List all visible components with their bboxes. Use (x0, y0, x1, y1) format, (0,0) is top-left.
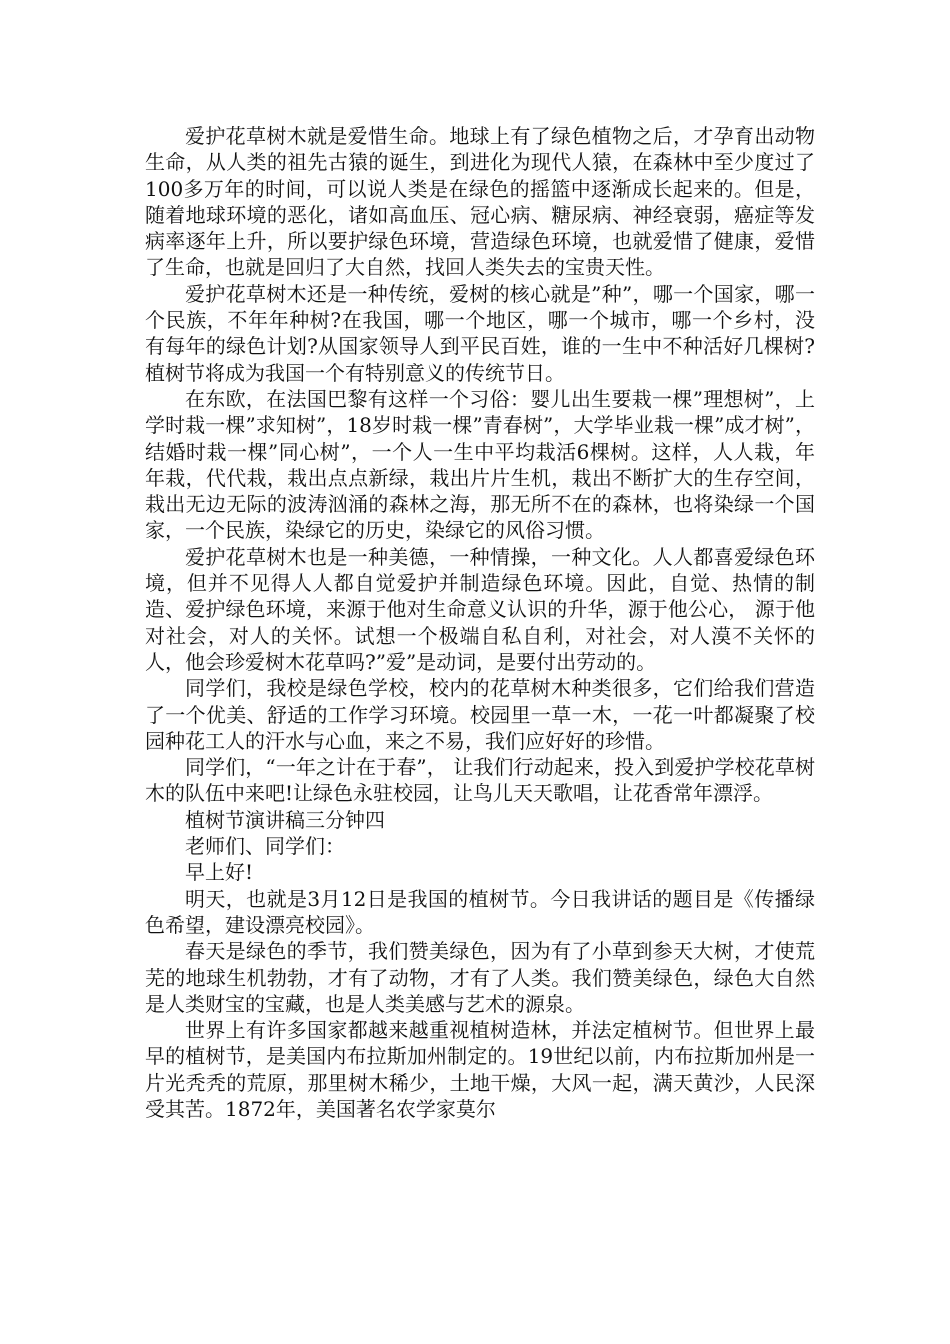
paragraph-6: 同学们，“一年之计在于春”， 让我们行动起来，投入到爱护学校花草树木的队伍中来吧!让绿色永驻校园，让鸟儿天天歌唱，让花香常年漂浮。 (145, 755, 815, 806)
paragraph-2: 爱护花草树木还是一种传统，爱树的核心就是”种”，哪一个国家，哪一个民族，不年年种树?在我国，哪一个地区，哪一个城市，哪一个乡村，没有每年的绿色计划?从国家领导人到平民百姓，谁的一生中不种活好几棵树?植树节将成为我国一个有特别意义的传统节日。 (145, 281, 815, 385)
paragraph-5: 同学们，我校是绿色学校，校内的花草树木种类很多，它们给我们营造了一个优美、舒适的工作学习环境。校园里一草一木，一花一叶都凝聚了校园种花工人的汗水与心血，来之不易，我们应好好的珍惜。 (145, 676, 815, 753)
speech-title: 植树节演讲稿三分钟四 (185, 807, 385, 832)
greeting: 早上好! (185, 860, 254, 885)
paragraph-4: 爱护花草树木也是一种美德，一种情操，一种文化。人人都喜爱绿色环境，但并不见得人人都自觉爱护并制造绿色环境。因此，自觉、热情的制造、爱护绿色环境，来源于他对生命意义认识的升华，源于他公心， 源于他对社会，对人的关怀。试想一个极端自私自利，对社会，对人漠不关怀的人，他会珍爱树木花草吗?”爱”是动词，是要付出劳动的。 (145, 544, 815, 674)
paragraph-1: 爱护花草树木就是爱惜生命。地球上有了绿色植物之后，才孕育出动物生命，从人类的祖先古猿的诞生，到进化为现代人猿，在森林中至少度过了100多万年的时间，可以说人类是在绿色的摇篮中逐渐成长起来的。但是，随着地球环境的恶化，诸如高血压、冠心病、糖尿病、神经衰弱，癌症等发病率逐年上升，所以要护绿色环境，营造绿色环境，也就爱惜了健康，爱惜了生命，也就是回归了大自然，找回人类失去的宝贵天性。 (145, 124, 815, 280)
salutation: 老师们、同学们： (185, 834, 345, 859)
paragraph-12: 世界上有许多国家都越来越重视植树造林，并法定植树节。但世界上最早的植树节，是美国内布拉斯加州制定的。19世纪以前，内布拉斯加州是一片光秃秃的荒原，那里树木稀少，土地干燥，大风一起，满天黄沙，人民深受其苦。1872年，美国著名农学家莫尔 (145, 1018, 815, 1121)
paragraph-3: 在东欧，在法国巴黎有这样一个习俗：婴儿出生要栽一棵”理想树”，上学时栽一棵”求知树”，18岁时栽一棵”青春树”，大学毕业栽一棵”成才树”，结婚时栽一棵”同心树”，一个人一生中平均栽活6棵树。这样，人人栽，年年栽，代代栽，栽出点点新绿，栽出片片生机，栽出不断扩大的生存空间，栽出无边无际的波涛汹涌的森林之海，那无所不在的森林，也将染绿一个国家，一个民族，染绿它的历史，染绿它的风俗习惯。 (145, 386, 815, 543)
document-body (145, 123, 815, 1122)
paragraph-11: 春天是绿色的季节，我们赞美绿色，因为有了小草到参天大树，才使荒芜的地球生机勃勃，才有了动物，才有了人类。我们赞美绿色，绿色大自然是人类财宝的宝藏，也是人类美感与艺术的源泉。 (145, 939, 815, 1016)
paragraph-10: 明天，也就是3月12日是我国的植树节。今日我讲话的题目是《传播绿色希望，建设漂亮校园》。 (145, 886, 815, 937)
